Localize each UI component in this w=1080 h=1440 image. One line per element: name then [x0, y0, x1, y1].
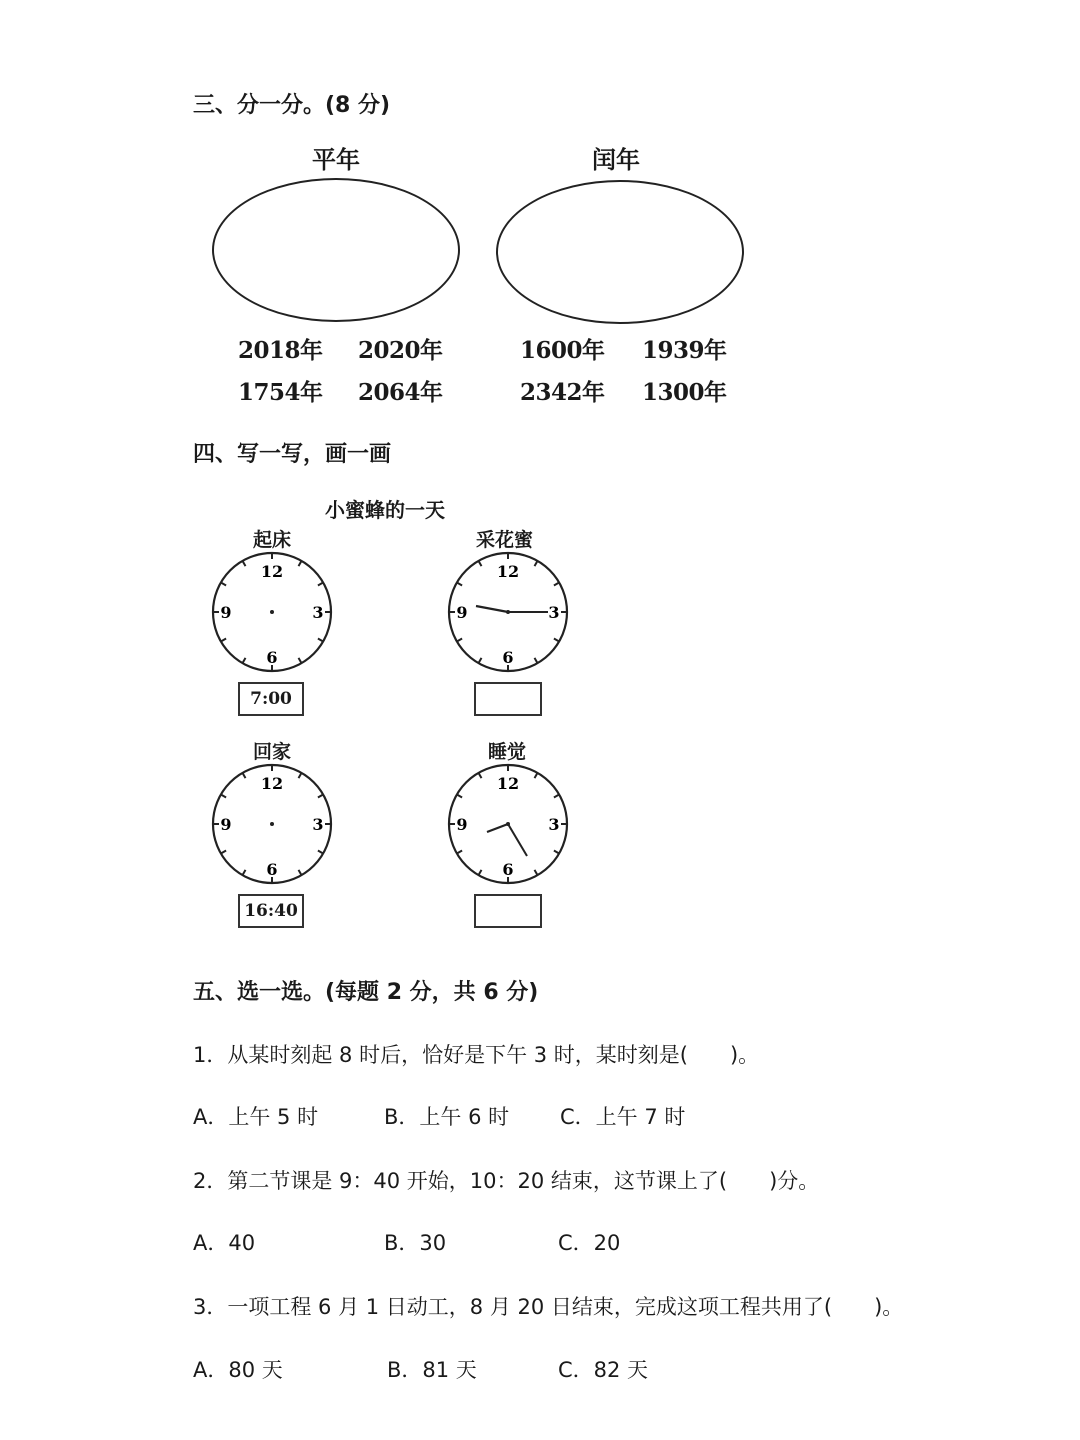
minute-hand [508, 824, 527, 856]
clock-number-9: 9 [220, 603, 232, 622]
clock-tick [221, 583, 226, 586]
question-2: 2．第二节课是 9：40 开始，10：20 结束，这节课上了( )分。 [193, 1169, 820, 1193]
clock-center-dot [270, 822, 274, 826]
clock-tick [554, 851, 559, 854]
clock-number-12: 12 [496, 774, 520, 793]
clock-tick [243, 773, 246, 778]
clock-tick [299, 870, 302, 875]
clock-tick [554, 583, 559, 586]
clock-number-3: 3 [312, 815, 324, 834]
clock-number-6: 6 [266, 648, 278, 667]
year-item[interactable]: 1754年 [238, 379, 323, 406]
year-item[interactable]: 1300年 [642, 379, 727, 406]
hour-hand [476, 606, 508, 612]
year-item[interactable]: 1600年 [520, 337, 605, 364]
option-3c[interactable]: C．82 天 [558, 1358, 649, 1382]
clock-number-12: 12 [496, 562, 520, 581]
hour-hand [487, 824, 508, 832]
question-1: 1．从某时刻起 8 时后，恰好是下午 3 时，某时刻是( )。 [193, 1043, 760, 1067]
clock-number-6: 6 [502, 648, 514, 667]
option-1b[interactable]: B．上午 6 时 [384, 1105, 510, 1129]
option-2b[interactable]: B．30 [384, 1231, 447, 1255]
option-1a[interactable]: A．上午 5 时 [193, 1105, 319, 1129]
clock-tick [457, 639, 462, 642]
clock-tick [535, 870, 538, 875]
clock-tick [243, 561, 246, 566]
clock-tick [318, 795, 323, 798]
clock-number-9: 9 [220, 815, 232, 834]
clock-wake[interactable] [213, 553, 331, 671]
clock-label-home: 回家 [253, 741, 292, 763]
option-2a[interactable]: A．40 [193, 1231, 256, 1255]
clock-number-6: 6 [502, 860, 514, 879]
clock-number-3: 3 [548, 603, 560, 622]
option-3b[interactable]: B．81 天 [387, 1358, 477, 1382]
clock-number-3: 3 [548, 815, 560, 834]
clock-tick [535, 658, 538, 663]
clock-number-12: 12 [260, 562, 284, 581]
common-year-title: 平年 [312, 145, 360, 174]
clock-tick [318, 851, 323, 854]
clock-number-9: 9 [456, 815, 468, 834]
clock-tick [479, 658, 482, 663]
section3-heading: 三、分一分。(8 分) [193, 93, 391, 118]
clock-label-nectar: 采花蜜 [476, 529, 534, 551]
clock-sleep[interactable] [449, 765, 567, 883]
clock-tick [221, 639, 226, 642]
year-item[interactable]: 2064年 [358, 379, 443, 406]
leap-year-title: 闰年 [592, 145, 640, 174]
clock-tick [479, 870, 482, 875]
clock-tick [243, 658, 246, 663]
clock-tick [457, 851, 462, 854]
clock-tick [243, 870, 246, 875]
clock-number-12: 12 [260, 774, 284, 793]
clock-home[interactable] [213, 765, 331, 883]
clock-tick [318, 583, 323, 586]
section4-subtitle: 小蜜蜂的一天 [325, 498, 445, 522]
clock-center-dot [506, 610, 510, 614]
clock-tick [479, 561, 482, 566]
clock-center-dot [270, 610, 274, 614]
time-box-sleep[interactable] [474, 894, 542, 928]
clock-tick [221, 851, 226, 854]
year-item[interactable]: 1939年 [642, 337, 727, 364]
year-item[interactable]: 2342年 [520, 379, 605, 406]
question-3: 3．一项工程 6 月 1 日动工，8 月 20 日结束，完成这项工程共用了( )。 [193, 1295, 904, 1319]
clock-tick [479, 773, 482, 778]
clock-tick [457, 583, 462, 586]
clock-number-3: 3 [312, 603, 324, 622]
clock-tick [221, 795, 226, 798]
clock-label-sleep: 睡觉 [488, 741, 527, 763]
clock-center-dot [506, 822, 510, 826]
section4-heading: 四、写一写，画一画 [193, 442, 392, 467]
option-3a[interactable]: A．80 天 [193, 1358, 283, 1382]
clock-number-6: 6 [266, 860, 278, 879]
clock-tick [535, 773, 538, 778]
clock-tick [299, 773, 302, 778]
clock-tick [299, 658, 302, 663]
clock-tick [457, 795, 462, 798]
clock-tick [554, 639, 559, 642]
year-item[interactable]: 2020年 [358, 337, 443, 364]
clock-nectar[interactable] [449, 553, 567, 671]
clock-tick [535, 561, 538, 566]
year-item[interactable]: 2018年 [238, 337, 323, 364]
time-box-home[interactable]: 16:40 [238, 894, 304, 928]
clock-number-9: 9 [456, 603, 468, 622]
option-2c[interactable]: C．20 [558, 1231, 621, 1255]
option-1c[interactable]: C．上午 7 时 [560, 1105, 686, 1129]
clock-label-wake: 起床 [253, 529, 292, 551]
time-box-wake[interactable]: 7:00 [238, 682, 304, 716]
clock-tick [318, 639, 323, 642]
clock-tick [299, 561, 302, 566]
time-box-nectar[interactable] [474, 682, 542, 716]
clock-tick [554, 795, 559, 798]
section5-heading: 五、选一选。(每题 2 分，共 6 分) [193, 980, 539, 1005]
